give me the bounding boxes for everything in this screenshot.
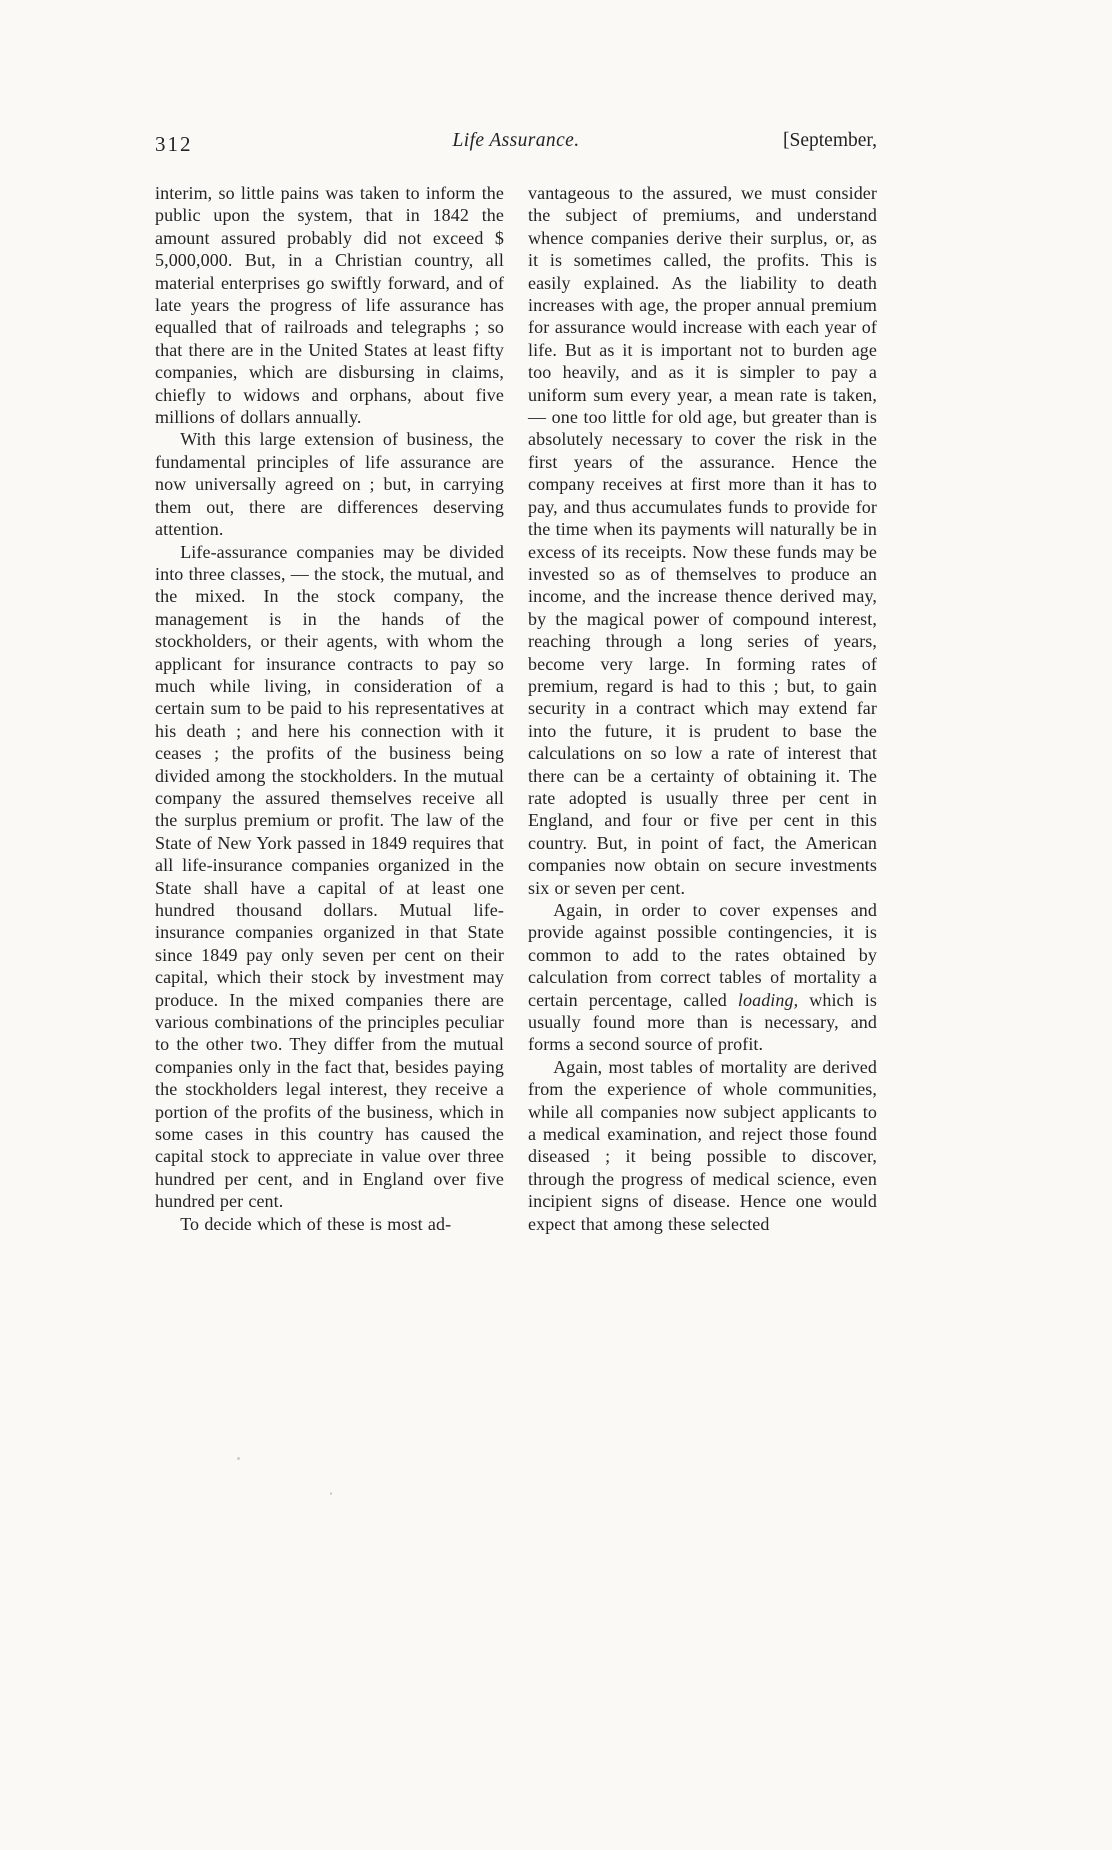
paragraph: To decide which of these is most ad-: [180, 1213, 452, 1234]
paragraph: interim, so little pains was taken to inform the public upon the system, that in 1842 the amount assured probably did not exceed $ 5,000,000. But, in a Christian country, all material enterprises go swiftly forward, and of late years the progress of life assurance has equalled that of railroads and telegraphs ; so that there are in the United States at least fifty companies, which are disbursing in claims, chiefly to widows and orphans, about five millions of dollars annually.: [155, 183, 504, 428]
italic-term: loading,: [737, 989, 799, 1010]
paragraph: vantageous to the assured, we must consider the subject of premiums, and understand whence companies derive their surplus, or, as it is sometimes called, the profits. This is easily explained. As the liability to death increases with age, the proper annual premium for assurance would increase with each year of life. But as it is important not to burden age too heavily, and as it is simpler to pay a uniform sum every year, a mean rate is taken, — one too little for old age, but greater than is absolutely necessary to cover the risk in the first years of the assurance. Hence the company receives at first more than it has to pay, and thus accumulates funds to provide for the time when its payments will naturally be in excess of its receipts. Now these funds may be invested so as of themselves to produce an income, and the increase thence derived may, by the magical power of compound interest, reaching through a long series of years, become very large. In forming rates of premium, regard is had to this ; but, to gain security in a contract which may extend far into the future, it is prudent to base the calculations on so low a rate of interest that there can be a certainty of obtaining it. The rate adopted is usually three per cent in England, and four or five per cent in this country. But, in point of fact, the American companies now obtain on secure investments six or seven per cent.: [528, 183, 877, 898]
scan-speck: [237, 1457, 240, 1460]
paragraph: With this large extension of business, the fundamental principles of life assurance are now universally agreed on ; but, in carrying them out, there are differences deserving attention.: [155, 429, 504, 540]
left-column: [155, 182, 504, 1235]
paragraph-text: Again, in order to cover expenses and provide against possible contingencies, it is common to add to the rates obtained by calculation from correct tables of mortality a certain percentage, called: [528, 900, 877, 1010]
page-number: 312: [155, 132, 193, 156]
paragraph: Life-assurance companies may be divided into three classes, — the stock, the mutual, and the mixed. In the stock company, the management is in the hands of the stockholders, or their agents, with whom the applicant for insurance contracts to pay so much while living, in consideration of a certain sum to be paid to his representatives at his death ; and here his connection with it ceases ; the profits of the business being divided among the stockholders. In the mutual company the assured themselves receive all the surplus premium or profit. The law of the State of New York passed in 1849 requires that all life-insurance companies organized in the State shall have a capital of at least one hundred thousand dollars. Mutual life-insurance companies organized in that State since 1849 pay only seven per cent on their capital, which their stock by investment may produce. In the mixed companies there are various combinations of the principles peculiar to the other two. They differ from the mutual companies only in the fact that, besides paying the stockholders legal interest, they receive a portion of the profits of the business, which in some cases in this country has caused the capital stock to appreciate in value over three hundred per cent, and in England over five hundred per cent.: [155, 541, 505, 1212]
paragraph: [528, 899, 877, 1056]
text-columns: [155, 182, 877, 1235]
issue-date: [September,: [783, 130, 877, 151]
paragraph-text: which is usually found more than is necessary, and forms a second source of profit.: [528, 989, 877, 1055]
scan-speck: [330, 1492, 332, 1495]
text-block: [155, 130, 877, 1235]
paragraph: Again, most tables of mortality are derived from the experience of whole communities, while all companies now subject applicants to a medical examination, and reject those found diseased ; it being possible to discover, through the progress of medical science, even incipient signs of disease. Hence one would expect that among these selected: [528, 1056, 877, 1234]
right-column: [528, 182, 877, 1235]
page-header: [155, 130, 877, 160]
running-title: Life Assurance.: [452, 130, 580, 151]
